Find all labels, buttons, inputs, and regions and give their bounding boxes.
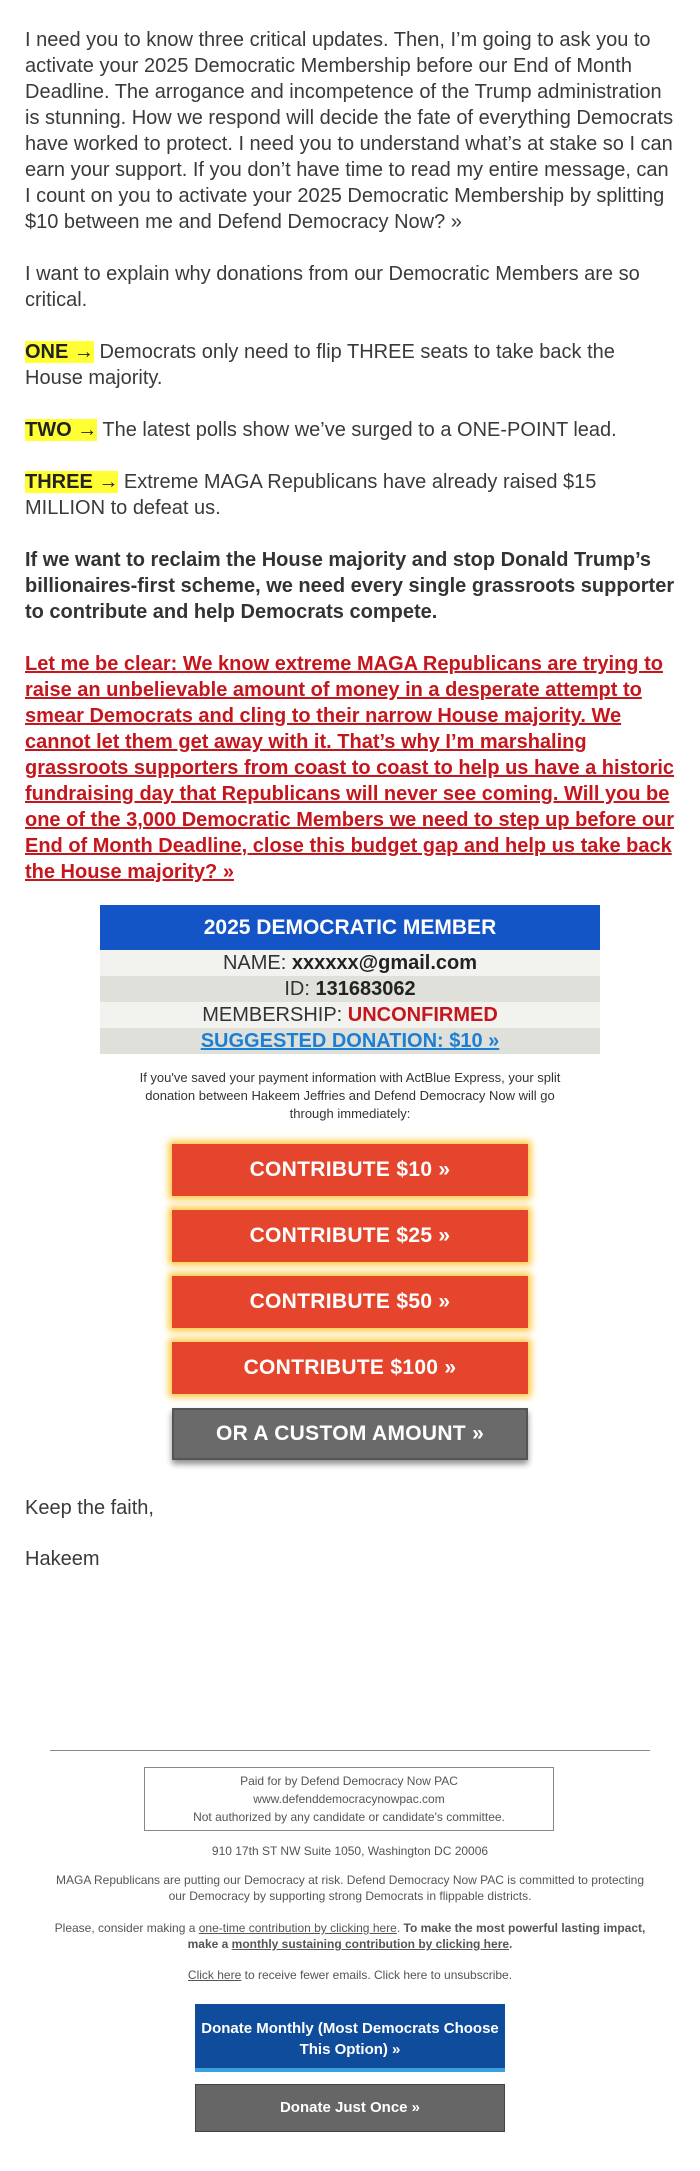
lasting-impact-pre: To make the most powerful lasting impact, make a — [187, 1921, 646, 1951]
contribute-10-button[interactable]: CONTRIBUTE $10 » — [172, 1144, 528, 1196]
fewer-emails-link[interactable]: Click here — [187, 1968, 242, 1982]
update-three — [25, 469, 675, 521]
footer-divider — [50, 1750, 650, 1751]
explain-paragraph: I want to explain why donations from our Democratic Members are so critical. — [25, 263, 640, 311]
id-label: ID: — [284, 978, 316, 1000]
footer-mission: MAGA Republicans are putting our Democracy at risk. Defend Democracy Now PAC is committed to protecting our Democracy by supporting strong Democrats in flippable districts. — [55, 1873, 644, 1903]
donate-once-button[interactable]: Donate Just Once » — [195, 2084, 505, 2132]
update-one-text: Democrats only need to flip THREE seats to take back the House majority. — [25, 341, 615, 389]
membership-card — [100, 905, 600, 1054]
membership-status: UNCONFIRMED — [347, 1004, 498, 1026]
donate-monthly-button[interactable]: Donate Monthly (Most Democrats Choose This Option) » — [195, 2004, 505, 2072]
one-time-link[interactable]: one-time contribution by clicking here — [198, 1921, 397, 1935]
update-one-label: ONE → — [25, 341, 94, 363]
membership-card-title: 2025 DEMOCRATIC MEMBER — [100, 905, 600, 950]
donate-appeal-link[interactable]: Let me be clear: We know extreme MAGA Republicans are trying to raise an unbelievable amount of money in a desperate attempt to smear Democrats and cling to their narrow House majority. We cannot let them get away with it. That’s why I’m marshaling grassroots supporters from coast to coast to help us have a historic fundraising day that Republicans will never see coming. Will you be one of the 3,000 Democratic Members we need to step up before our End of Month Deadline, close this budget gap and help us take back the House majority? » — [25, 653, 675, 883]
consider-mid: . — [396, 1921, 404, 1935]
paid-for-box — [144, 1767, 554, 1831]
contribute-100-button[interactable]: CONTRIBUTE $100 » — [172, 1342, 528, 1394]
update-three-text: Extreme MAGA Republicans have already raised $15 MILLION to defeat us. — [25, 471, 597, 519]
suggested-donation-row — [100, 1028, 600, 1054]
custom-amount-button[interactable]: OR A CUSTOM AMOUNT » — [172, 1408, 528, 1460]
signature: Hakeem — [25, 1548, 100, 1570]
contribute-25-button[interactable]: CONTRIBUTE $25 » — [172, 1210, 528, 1262]
intro-paragraph: I need you to know three critical updates. Then, I’m going to ask you to activate your 2025 Democratic Membership before our End of Month Deadline. The arrogance and incompetence of the Trump administration is stunning. How we respond will decide the fate of everything Democrats have worked to protect. I need you to understand what’s at stake so I can earn your support. If you don’t have time to read my entire message, can I count on you to activate your 2025 Democratic Membership by splitting $10 between me and Defend Democracy Now? » — [25, 29, 674, 233]
actblue-express-note: If you've saved your payment information with ActBlue Express, your split donation between Hakeem Jeffries and Defend Democracy Now will go through immediately: — [139, 1070, 561, 1121]
footer-consider — [50, 1920, 650, 1952]
update-two-label: TWO → — [25, 419, 98, 441]
consider-pre: Please, consider making a — [54, 1921, 199, 1935]
id-value: 131683062 — [315, 978, 416, 1000]
name-label: NAME: — [222, 952, 292, 974]
footer-address: 910 17th ST NW Suite 1050, Washington DC 20006 — [211, 1844, 489, 1858]
lasting-impact-post: . — [509, 1937, 513, 1951]
signoff: Keep the faith, — [25, 1497, 154, 1519]
not-authorized-text: Not authorized by any candidate or candidate's committee. — [193, 1810, 505, 1824]
website-text: www.defenddemocracynowpac.com — [253, 1792, 445, 1806]
update-three-label: THREE → — [25, 471, 119, 493]
update-two — [25, 417, 675, 443]
bold-paragraph: If we want to reclaim the House majority and stop Donald Trump’s billionaires-first scheme, we need every single grassroots supporter to contribute and help Democrats compete. — [25, 549, 675, 623]
membership-label: MEMBERSHIP: — [202, 1004, 348, 1026]
monthly-link[interactable]: monthly sustaining contribution by clicking here — [231, 1937, 510, 1951]
membership-name-row — [100, 950, 600, 976]
membership-id-row — [100, 976, 600, 1002]
name-value: xxxxxx@gmail.com — [291, 952, 478, 974]
membership-status-row — [100, 1002, 600, 1028]
footer-email-prefs — [50, 1967, 650, 1983]
update-one — [25, 339, 675, 391]
contribute-50-button[interactable]: CONTRIBUTE $50 » — [172, 1276, 528, 1328]
paid-for-text: Paid for by Defend Democracy Now PAC — [240, 1774, 458, 1788]
fewer-emails-text: to receive fewer emails. Click here to unsubscribe. — [241, 1968, 513, 1982]
suggested-donation-link[interactable]: SUGGESTED DONATION: $10 » — [200, 1030, 500, 1052]
update-two-text: The latest polls show we’ve surged to a ONE-POINT lead. — [97, 419, 617, 441]
